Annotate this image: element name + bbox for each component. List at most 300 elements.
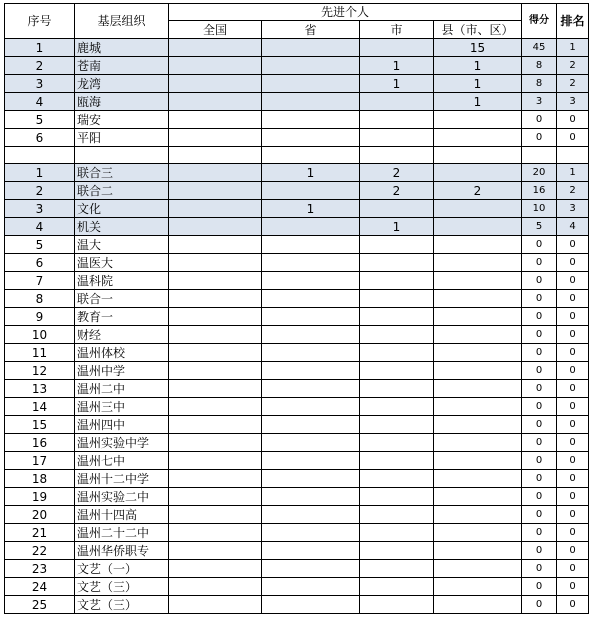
cell-national — [169, 506, 262, 524]
cell-score: 0 — [522, 290, 557, 308]
cell-county — [434, 434, 522, 452]
cell-rank: 0 — [557, 524, 589, 542]
cell-province — [262, 129, 360, 147]
table-row — [5, 164, 589, 182]
cell-county — [434, 524, 522, 542]
cell-score: 0 — [522, 470, 557, 488]
header-rank: 排名 — [557, 4, 589, 39]
cell-rank: 0 — [557, 129, 589, 147]
cell-city — [360, 452, 434, 470]
cell-org: 财经 — [75, 326, 169, 344]
header-national: 全国 — [169, 21, 262, 39]
cell-county: 1 — [434, 57, 522, 75]
cell-org: 温州中学 — [75, 362, 169, 380]
cell-city — [360, 596, 434, 614]
cell-rank: 2 — [557, 182, 589, 200]
cell-national — [169, 362, 262, 380]
cell-score: 0 — [522, 129, 557, 147]
cell-org: 温科院 — [75, 272, 169, 290]
cell-county — [434, 560, 522, 578]
cell-city — [360, 416, 434, 434]
cell-org: 温医大 — [75, 254, 169, 272]
cell-org: 联合一 — [75, 290, 169, 308]
cell-city — [360, 380, 434, 398]
empty-cell — [75, 147, 169, 164]
table-row — [5, 398, 589, 416]
cell-county — [434, 308, 522, 326]
table-row — [5, 542, 589, 560]
cell-county — [434, 164, 522, 182]
cell-org: 温州实验中学 — [75, 434, 169, 452]
cell-city — [360, 506, 434, 524]
table-body — [5, 4, 589, 614]
cell-seq: 4 — [5, 218, 75, 236]
cell-national — [169, 272, 262, 290]
cell-national — [169, 416, 262, 434]
cell-score: 0 — [522, 308, 557, 326]
table-row — [5, 111, 589, 129]
cell-national — [169, 254, 262, 272]
cell-seq: 1 — [5, 164, 75, 182]
cell-province — [262, 111, 360, 129]
table-row — [5, 308, 589, 326]
cell-score: 45 — [522, 39, 557, 57]
cell-city — [360, 236, 434, 254]
cell-national — [169, 236, 262, 254]
cell-county — [434, 452, 522, 470]
cell-score: 0 — [522, 596, 557, 614]
cell-rank: 4 — [557, 218, 589, 236]
cell-city — [360, 578, 434, 596]
cell-county — [434, 272, 522, 290]
cell-county — [434, 506, 522, 524]
empty-cell — [5, 147, 75, 164]
cell-province — [262, 452, 360, 470]
cell-county — [434, 488, 522, 506]
cell-province — [262, 308, 360, 326]
cell-score: 5 — [522, 218, 557, 236]
cell-national — [169, 290, 262, 308]
cell-rank: 0 — [557, 380, 589, 398]
cell-seq: 9 — [5, 308, 75, 326]
header-seq: 序号 — [5, 4, 75, 39]
table-row — [5, 75, 589, 93]
cell-county — [434, 290, 522, 308]
cell-city — [360, 488, 434, 506]
table-row — [5, 380, 589, 398]
cell-county: 2 — [434, 182, 522, 200]
cell-national — [169, 164, 262, 182]
header-org: 基层组织 — [75, 4, 169, 39]
cell-province — [262, 290, 360, 308]
cell-rank: 3 — [557, 93, 589, 111]
cell-seq: 19 — [5, 488, 75, 506]
cell-rank: 0 — [557, 488, 589, 506]
cell-seq: 16 — [5, 434, 75, 452]
cell-national — [169, 111, 262, 129]
cell-score: 8 — [522, 57, 557, 75]
cell-province — [262, 182, 360, 200]
cell-county — [434, 129, 522, 147]
cell-org: 瑞安 — [75, 111, 169, 129]
cell-score: 0 — [522, 272, 557, 290]
cell-rank: 0 — [557, 236, 589, 254]
table-row — [5, 236, 589, 254]
cell-national — [169, 488, 262, 506]
cell-seq: 7 — [5, 272, 75, 290]
cell-rank: 0 — [557, 416, 589, 434]
cell-national — [169, 75, 262, 93]
cell-city — [360, 200, 434, 218]
cell-province — [262, 57, 360, 75]
cell-city — [360, 129, 434, 147]
cell-rank: 1 — [557, 164, 589, 182]
cell-score: 0 — [522, 452, 557, 470]
cell-rank: 0 — [557, 506, 589, 524]
cell-seq: 8 — [5, 290, 75, 308]
cell-seq: 21 — [5, 524, 75, 542]
cell-rank: 3 — [557, 200, 589, 218]
table-row — [5, 470, 589, 488]
cell-org: 温州四中 — [75, 416, 169, 434]
cell-rank: 0 — [557, 111, 589, 129]
cell-score: 8 — [522, 75, 557, 93]
cell-national — [169, 200, 262, 218]
cell-city: 2 — [360, 182, 434, 200]
cell-city: 1 — [360, 57, 434, 75]
cell-seq: 3 — [5, 200, 75, 218]
cell-national — [169, 398, 262, 416]
cell-city — [360, 272, 434, 290]
cell-national — [169, 578, 262, 596]
cell-county — [434, 362, 522, 380]
table-row — [5, 434, 589, 452]
cell-seq: 2 — [5, 57, 75, 75]
cell-province — [262, 596, 360, 614]
separator-row — [5, 147, 589, 164]
cell-rank: 0 — [557, 254, 589, 272]
table-row — [5, 362, 589, 380]
cell-national — [169, 560, 262, 578]
cell-national — [169, 129, 262, 147]
cell-city: 1 — [360, 75, 434, 93]
cell-org: 温州三中 — [75, 398, 169, 416]
cell-rank: 0 — [557, 308, 589, 326]
cell-province — [262, 218, 360, 236]
cell-province — [262, 236, 360, 254]
cell-national — [169, 524, 262, 542]
cell-org: 联合三 — [75, 164, 169, 182]
table-row — [5, 254, 589, 272]
cell-city — [360, 542, 434, 560]
cell-city: 1 — [360, 218, 434, 236]
cell-rank: 2 — [557, 57, 589, 75]
cell-province — [262, 560, 360, 578]
cell-rank: 0 — [557, 434, 589, 452]
cell-score: 0 — [522, 506, 557, 524]
cell-seq: 10 — [5, 326, 75, 344]
table-row — [5, 506, 589, 524]
cell-score: 0 — [522, 344, 557, 362]
cell-org: 温州二十二中 — [75, 524, 169, 542]
cell-rank: 0 — [557, 290, 589, 308]
cell-seq: 14 — [5, 398, 75, 416]
cell-org: 瓯海 — [75, 93, 169, 111]
cell-county — [434, 416, 522, 434]
table-row — [5, 39, 589, 57]
cell-seq: 6 — [5, 254, 75, 272]
empty-cell — [360, 147, 434, 164]
cell-city — [360, 93, 434, 111]
cell-rank: 0 — [557, 542, 589, 560]
cell-province — [262, 326, 360, 344]
cell-city — [360, 362, 434, 380]
header-score: 得分 — [522, 4, 557, 39]
cell-score: 10 — [522, 200, 557, 218]
cell-national — [169, 182, 262, 200]
cell-national — [169, 542, 262, 560]
cell-score: 0 — [522, 524, 557, 542]
cell-score: 0 — [522, 434, 557, 452]
cell-county: 1 — [434, 93, 522, 111]
cell-org: 温大 — [75, 236, 169, 254]
cell-county: 15 — [434, 39, 522, 57]
cell-county — [434, 542, 522, 560]
table-row — [5, 200, 589, 218]
cell-org: 文艺（一） — [75, 560, 169, 578]
cell-province — [262, 542, 360, 560]
cell-seq: 5 — [5, 111, 75, 129]
cell-rank: 0 — [557, 560, 589, 578]
table-row — [5, 272, 589, 290]
header-row-1 — [5, 4, 589, 21]
cell-city — [360, 560, 434, 578]
cell-county — [434, 254, 522, 272]
cell-national — [169, 39, 262, 57]
table-row — [5, 57, 589, 75]
cell-national — [169, 380, 262, 398]
cell-city: 2 — [360, 164, 434, 182]
cell-score: 3 — [522, 93, 557, 111]
header-city: 市 — [360, 21, 434, 39]
cell-score: 0 — [522, 111, 557, 129]
table-row — [5, 416, 589, 434]
cell-org: 联合二 — [75, 182, 169, 200]
cell-city — [360, 254, 434, 272]
cell-seq: 3 — [5, 75, 75, 93]
cell-org: 鹿城 — [75, 39, 169, 57]
table-row — [5, 129, 589, 147]
cell-seq: 17 — [5, 452, 75, 470]
cell-rank: 0 — [557, 326, 589, 344]
cell-score: 0 — [522, 362, 557, 380]
cell-org: 温州二中 — [75, 380, 169, 398]
cell-county — [434, 578, 522, 596]
cell-city — [360, 290, 434, 308]
cell-province — [262, 434, 360, 452]
cell-national — [169, 452, 262, 470]
cell-score: 20 — [522, 164, 557, 182]
table-row — [5, 452, 589, 470]
cell-seq: 12 — [5, 362, 75, 380]
cell-province — [262, 470, 360, 488]
cell-rank: 0 — [557, 362, 589, 380]
cell-rank: 1 — [557, 39, 589, 57]
empty-cell — [169, 147, 262, 164]
cell-national — [169, 326, 262, 344]
cell-seq: 1 — [5, 39, 75, 57]
cell-national — [169, 344, 262, 362]
cell-seq: 6 — [5, 129, 75, 147]
cell-score: 0 — [522, 560, 557, 578]
cell-seq: 25 — [5, 596, 75, 614]
table-row — [5, 218, 589, 236]
cell-org: 龙湾 — [75, 75, 169, 93]
cell-rank: 0 — [557, 272, 589, 290]
cell-org: 教育一 — [75, 308, 169, 326]
cell-city — [360, 434, 434, 452]
cell-county — [434, 596, 522, 614]
cell-city — [360, 398, 434, 416]
cell-rank: 2 — [557, 75, 589, 93]
header-province: 省 — [262, 21, 360, 39]
cell-county — [434, 200, 522, 218]
header-advanced: 先进个人 — [169, 4, 522, 21]
cell-seq: 11 — [5, 344, 75, 362]
cell-seq: 5 — [5, 236, 75, 254]
cell-province — [262, 362, 360, 380]
cell-province — [262, 344, 360, 362]
cell-seq: 23 — [5, 560, 75, 578]
cell-province: 1 — [262, 164, 360, 182]
cell-org: 温州七中 — [75, 452, 169, 470]
cell-seq: 2 — [5, 182, 75, 200]
cell-county — [434, 236, 522, 254]
empty-cell — [522, 147, 557, 164]
cell-seq: 18 — [5, 470, 75, 488]
cell-score: 0 — [522, 236, 557, 254]
cell-province — [262, 93, 360, 111]
cell-province — [262, 254, 360, 272]
cell-national — [169, 596, 262, 614]
cell-score: 0 — [522, 326, 557, 344]
cell-national — [169, 308, 262, 326]
cell-org: 平阳 — [75, 129, 169, 147]
cell-rank: 0 — [557, 398, 589, 416]
cell-county — [434, 218, 522, 236]
cell-rank: 0 — [557, 452, 589, 470]
cell-score: 0 — [522, 578, 557, 596]
cell-org: 温州十四高 — [75, 506, 169, 524]
table-row — [5, 524, 589, 542]
cell-county: 1 — [434, 75, 522, 93]
cell-national — [169, 470, 262, 488]
cell-province — [262, 272, 360, 290]
cell-province — [262, 488, 360, 506]
cell-province — [262, 398, 360, 416]
table-row — [5, 488, 589, 506]
cell-score: 0 — [522, 398, 557, 416]
cell-county — [434, 398, 522, 416]
cell-org: 温州十二中学 — [75, 470, 169, 488]
cell-score: 0 — [522, 416, 557, 434]
cell-score: 16 — [522, 182, 557, 200]
cell-county — [434, 326, 522, 344]
empty-cell — [434, 147, 522, 164]
header-county: 县（市、区） — [434, 21, 522, 39]
cell-org: 温州华侨职专 — [75, 542, 169, 560]
cell-rank: 0 — [557, 578, 589, 596]
cell-city — [360, 308, 434, 326]
cell-national — [169, 93, 262, 111]
table-row — [5, 182, 589, 200]
cell-national — [169, 57, 262, 75]
cell-rank: 0 — [557, 470, 589, 488]
cell-province — [262, 380, 360, 398]
cell-seq: 20 — [5, 506, 75, 524]
table-row — [5, 326, 589, 344]
cell-org: 文化 — [75, 200, 169, 218]
cell-province — [262, 75, 360, 93]
score-table — [4, 3, 589, 614]
cell-score: 0 — [522, 542, 557, 560]
cell-org: 文艺（三） — [75, 596, 169, 614]
cell-national — [169, 218, 262, 236]
cell-province: 1 — [262, 200, 360, 218]
cell-city — [360, 111, 434, 129]
cell-city — [360, 39, 434, 57]
table-row — [5, 560, 589, 578]
cell-seq: 22 — [5, 542, 75, 560]
cell-province — [262, 506, 360, 524]
cell-seq: 4 — [5, 93, 75, 111]
cell-score: 0 — [522, 254, 557, 272]
cell-score: 0 — [522, 380, 557, 398]
cell-org: 文艺（三） — [75, 578, 169, 596]
table-row — [5, 578, 589, 596]
cell-county — [434, 344, 522, 362]
cell-province — [262, 39, 360, 57]
cell-city — [360, 344, 434, 362]
cell-org: 机关 — [75, 218, 169, 236]
table-row — [5, 93, 589, 111]
cell-province — [262, 416, 360, 434]
empty-cell — [262, 147, 360, 164]
table-row — [5, 344, 589, 362]
cell-org: 温州实验二中 — [75, 488, 169, 506]
cell-seq: 13 — [5, 380, 75, 398]
cell-province — [262, 578, 360, 596]
cell-province — [262, 524, 360, 542]
cell-rank: 0 — [557, 344, 589, 362]
cell-score: 0 — [522, 488, 557, 506]
cell-rank: 0 — [557, 596, 589, 614]
cell-city — [360, 470, 434, 488]
cell-county — [434, 111, 522, 129]
cell-org: 温州体校 — [75, 344, 169, 362]
cell-city — [360, 326, 434, 344]
cell-national — [169, 434, 262, 452]
table-row — [5, 596, 589, 614]
empty-cell — [557, 147, 589, 164]
table-row — [5, 290, 589, 308]
cell-org: 苍南 — [75, 57, 169, 75]
cell-seq: 24 — [5, 578, 75, 596]
cell-city — [360, 524, 434, 542]
cell-county — [434, 380, 522, 398]
cell-county — [434, 470, 522, 488]
cell-seq: 15 — [5, 416, 75, 434]
